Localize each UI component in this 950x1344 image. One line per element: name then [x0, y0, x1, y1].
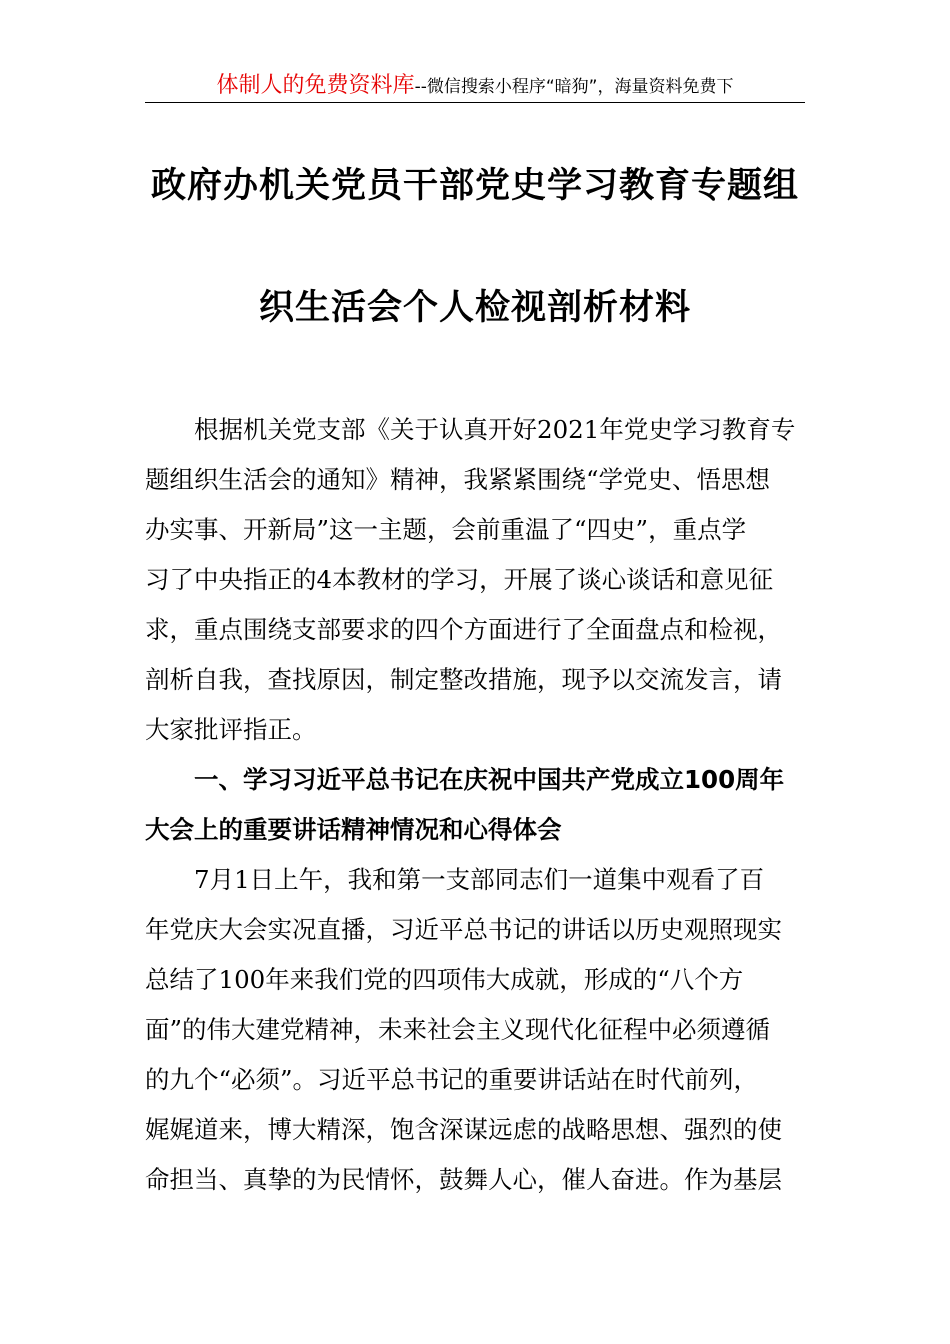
text-line: 根据机关党支部《关于认真开好2021年党史学习教育专 [194, 415, 796, 444]
text-line: 剖析自我，查找原因，制定整改措施，现予以交流发言，请 [145, 665, 782, 694]
text-line: 的九个“必须”。习近平总书记的重要讲话站在时代前列， [145, 1065, 759, 1094]
section-1-heading [145, 755, 810, 855]
text-line: 命担当、真挚的为民情怀，鼓舞人心，催人奋进。作为基层 [145, 1165, 782, 1194]
document-title-line-1: 政府办机关党员干部党史学习教育专题组 [150, 165, 799, 206]
heading-line: 大会上的重要讲话精神情况和心得体会 [145, 815, 562, 844]
header-tagline: --微信搜索小程序“暗狗”，海量资料免费下 [414, 77, 734, 97]
document-title-line-2: 织生活会个人检视剖析材料 [258, 287, 691, 328]
text-line: 习了中央指正的4本教材的学习，开展了谈心谈话和意见征 [145, 565, 774, 594]
page-header [145, 68, 805, 103]
text-line: 面”的伟大建党精神，未来社会主义现代化征程中必须遵循 [145, 1015, 771, 1044]
intro-paragraph [145, 405, 810, 755]
text-line: 7月1日上午，我和第一支部同志们一道集中观看了百 [194, 865, 765, 894]
text-line: 娓娓道来，博大精深，饱含深谋远虑的战略思想、强烈的使 [145, 1115, 782, 1144]
text-line: 大家批评指正。 [145, 715, 317, 744]
section-1-body [145, 855, 810, 1205]
text-line: 年党庆大会实况直播，习近平总书记的讲话以历史观照现实 [145, 915, 782, 944]
text-line: 办实事、开新局”这一主题，会前重温了“四史”，重点学 [145, 515, 747, 544]
header-brand: 体制人的免费资料库 [216, 73, 415, 98]
text-line: 求，重点围绕支部要求的四个方面进行了全面盘点和检视， [145, 615, 782, 644]
text-line: 题组织生活会的通知》精神，我紧紧围绕“学党史、悟思想 [145, 465, 771, 494]
heading-line: 一、学习习近平总书记在庆祝中国共产党成立100周年 [194, 765, 785, 794]
text-line: 总结了100年来我们党的四项伟大成就，形成的“八个方 [145, 965, 744, 994]
